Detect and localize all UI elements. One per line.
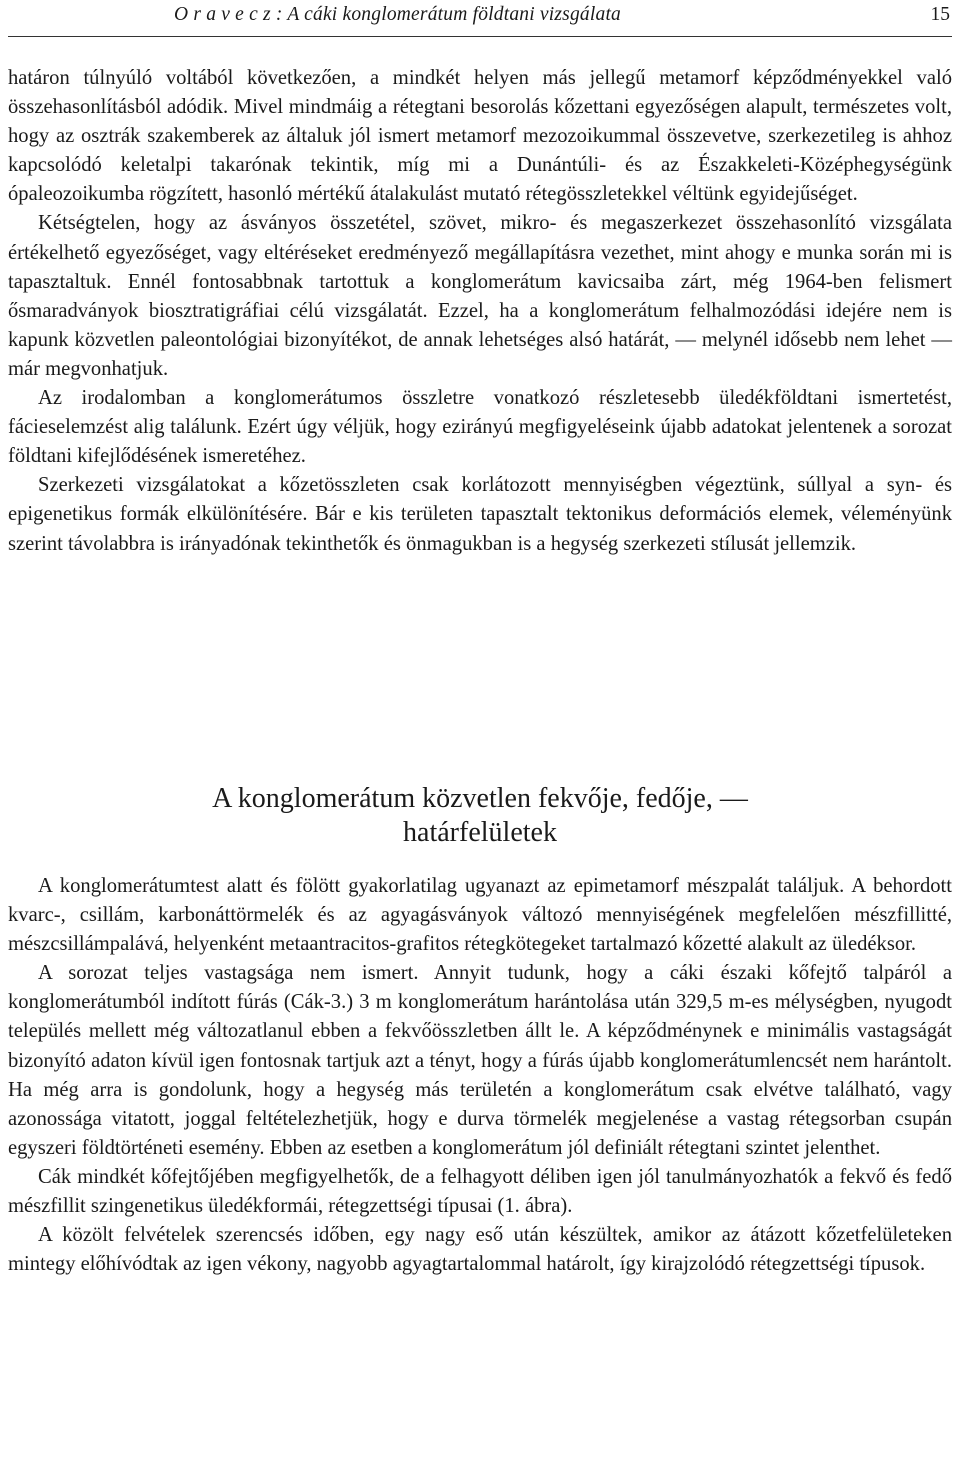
paragraph: A sorozat teljes vastagsága nem ismert. Annyit tudunk, hogy a cáki északi kőfejtő talpáról a konglomerátumból indított fúrás (Cák-3.) 3 m konglomerátum harántolása után 329,5 m-es mélységben, nyugodt település mellett még változatlanul ebben a fekvőösszletben állt le. A képződménynek e minimális vastagságát bizonyító adaton kívül igen fontosnak tartjuk azt a tényt, hogy a fúrás újabb konglomerátumlencsét nem harántolt. Ha még arra is gondolunk, hogy a hegység más területén a konglomerátum csak elvétve található, vagy azonossága vitatott, joggal feltételezhetjük, hogy e durva törmelék megjelenése a vastag rétegsorban csupán egyszeri földtörténeti esemény. Ebben az esetben a konglomerátum jól definiált rétegtani szintet jelenthet. bbox=[8, 962, 952, 1159]
paragraph: Szerkezeti vizsgálatokat a kőzetösszleten csak korlátozott mennyiségben végeztünk, súllyal a syn- és epigenetikus formák elkülönítésére. Bár e kis területen tapasztalt tektonikus deformációs elemek, véleményünk szerint távolabbra is irányadónak tekinthetők és önmagukban is a hegység szerkezeti stílusát jellemzik. bbox=[8, 474, 952, 555]
paragraph: A közölt felvételek szerencsés időben, egy nagy eső után készültek, amikor az átázott kőzetfelületeken mintegy előhívódtak az igen vékony, nagyobb agyagtartalommal határolt, így kirajzolódó rétegzettségi típusok. bbox=[8, 1224, 952, 1276]
paragraph: Cák mindkét kőfejtőjében megfigyelhetők, de a felhagyott déliben igen jól tanulmányozhatók a fekvő és fedő mészfillit szingenetikus üledékformái, rétegzettségi típusai (1. ábra). bbox=[8, 1165, 952, 1218]
section-heading-line: A konglomerátum közvetlen fekvője, fedője, — bbox=[212, 783, 748, 814]
paragraph: határon túlnyúló voltából következően, a mindkét helyen más jellegű metamorf képződményekkel való összehasonlításból adódik. Mivel mindmáig a rétegtani besorolás kőzettani egyezőségen alapult, természetes volt, hogy az osztrák szakemberek az általuk jól ismert metamorf mezozoikummal összevetve, szerkezetileg is ahhoz kapcsolódó keletalpi takarónak tekintik, míg mi a Dunántúli- és az Északkeleti-Középhegységünk ópaleozoikumba rögzített, hasonló mértékű átalakulást mutató rétegösszletekkel véltünk egyidejűséget. bbox=[8, 67, 952, 206]
running-head bbox=[8, 0, 952, 30]
body-text-after-heading bbox=[8, 872, 952, 1279]
section-heading-line: határfelületek bbox=[403, 817, 557, 848]
header-rule bbox=[8, 36, 952, 37]
section-heading bbox=[60, 782, 900, 850]
paragraph: Az irodalomban a konglomerátumos összletre vonatkozó részletesebb üledékföldtani ismertetést, fácieselemzést alig találunk. Ezért úgy véljük, hogy ezirányú megfigyeléseink újabb adatokat jelentenek a sorozat földtani kifejlődésének ismeretéhez. bbox=[8, 387, 952, 468]
body-text-before-heading bbox=[8, 64, 952, 559]
paragraph: Kétségtelen, hogy az ásványos összetétel, szövet, mikro- és megaszerkezet összehasonlító vizsgálata értékelhető egyezőséget, vagy eltéréseket eredményező megállapításra vezethet, mint ahogy e munka során mi is tapasztaltuk. Ennél fontosabbnak tartottuk a konglomerátum kavicsaiba zárt, még 1964-ben felismert ősmaradványok biosztratigráfiai célú vizsgálatát. Ezzel, ha a konglomerátum felhalmozódási idejére nem is kapunk közvetlen paleontológiai bizonyítékot, de annak lehetséges alsó határát, — melynél idősebb nem lehet — már megvonhatjuk. bbox=[8, 212, 952, 380]
page-number: 15 bbox=[930, 4, 950, 25]
running-title: O r a v e c z : A cáki konglomerátum földtani vizsgálata bbox=[174, 4, 622, 25]
paragraph: A konglomerátumtest alatt és fölött gyakorlatilag ugyanazt az epimetamorf mészpalát találjuk. A behordott kvarc-, csillám, karbonáttörmelék és az agyagásványok változó mennyiségének megfelelően mészfillitté, mészcsillámpalává, helyenként metaantracitos-grafitos rétegkötegeket tartalmazó kőzetté alakult az üledéksor. bbox=[8, 875, 952, 956]
